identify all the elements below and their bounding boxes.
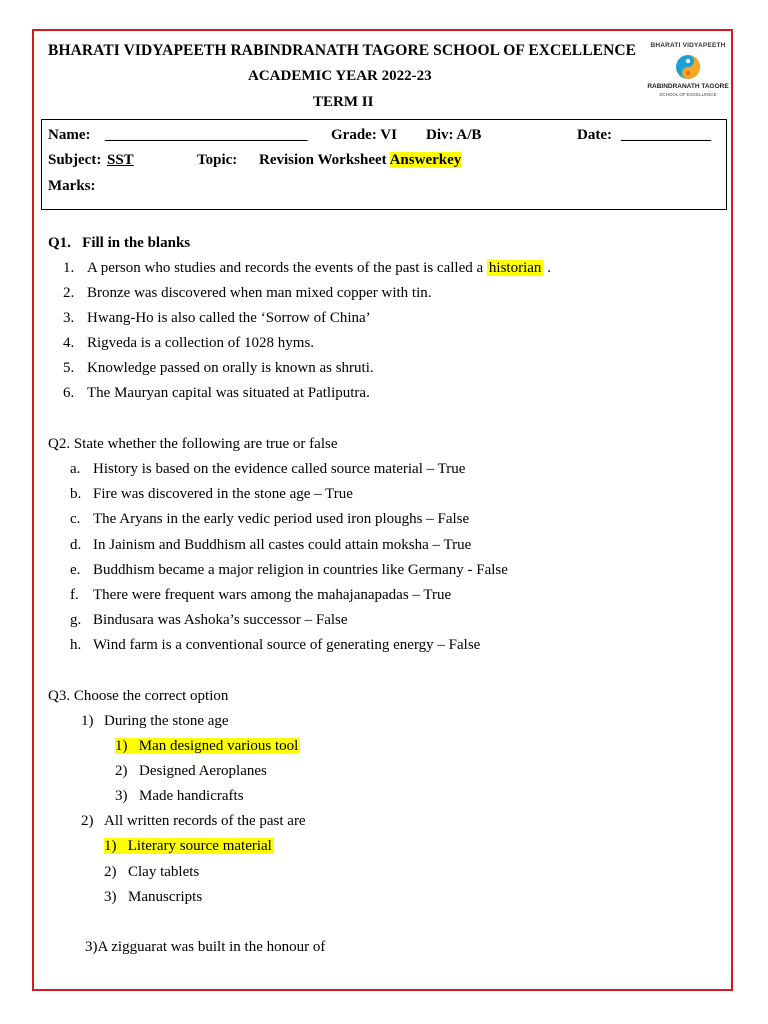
q3-question-text: During the stone age [104, 713, 229, 729]
option-text: Clay tablets [128, 864, 200, 880]
q2-item [70, 562, 508, 579]
q3-option [104, 889, 203, 906]
q2-item [70, 511, 470, 528]
option-marker: 3) [115, 788, 128, 804]
q2-item [70, 537, 472, 554]
subject-value: SST [107, 152, 134, 168]
q2-marker: e. [70, 562, 81, 578]
q1-item-text: Rigveda is a collection of 1028 hyms. [87, 335, 315, 351]
q3-question: 3)A zigguarat was built in the honour of [85, 939, 326, 955]
q1-item [63, 335, 315, 352]
option-marker: 1) [115, 738, 128, 754]
q1-heading [48, 235, 190, 252]
q3-marker: 1) [81, 713, 94, 729]
name-label: Name: [48, 127, 91, 143]
q2-marker: h. [70, 637, 82, 653]
q1-title: Fill in the blanks [82, 235, 191, 251]
q2-item [70, 612, 348, 629]
logo-top-text: BHARATI VIDYAPEETH [650, 42, 726, 49]
q3-question [81, 713, 229, 730]
term: TERM II [313, 94, 374, 110]
correct-option-highlight [115, 738, 300, 754]
q3-question [81, 813, 306, 830]
q1-marker: 4. [63, 335, 75, 351]
q1-marker: 3. [63, 310, 75, 326]
date-blank[interactable]: ____________ [621, 127, 711, 143]
q2-marker: a. [70, 461, 81, 477]
option-marker: 1) [104, 838, 117, 854]
q2-item [70, 486, 353, 503]
q2-marker: d. [70, 537, 82, 553]
q2-item-text: Bindusara was Ashoka’s successor – False [93, 612, 348, 628]
q3-option [115, 788, 244, 805]
q1-answer-highlight: historian [488, 260, 542, 276]
q1-marker: 1. [63, 260, 75, 276]
logo-emblem-icon [674, 52, 702, 82]
date-label: Date: [577, 127, 612, 143]
topic-label: Topic: [197, 152, 238, 168]
q2-item [70, 461, 466, 478]
school-name: BHARATI VIDYAPEETH RABINDRANATH TAGORE SCHOOL OF EXCELLENCE [48, 42, 637, 59]
option-text: Man designed various tool [138, 738, 299, 754]
option-marker: 2) [104, 864, 117, 880]
option-marker: 2) [115, 763, 128, 779]
q2-item [70, 637, 481, 654]
option-marker: 3) [104, 889, 117, 905]
q2-heading: Q2. State whether the following are true or false [48, 436, 338, 452]
q1-item [63, 285, 432, 302]
q2-item-text: In Jainism and Buddhism all castes could attain moksha – True [93, 537, 472, 553]
correct-option-highlight [104, 838, 274, 854]
q2-item-text: The Aryans in the early vedic period used iron ploughs – False [93, 511, 470, 527]
logo-tagline: SCHOOL OF EXCELLENCE [659, 92, 717, 97]
answerkey-highlight: Answerkey [389, 152, 462, 168]
q3-option-correct [104, 838, 274, 855]
logo-name: RABINDRANATH TAGORE [647, 83, 729, 90]
q1-number: Q1. [48, 235, 71, 251]
q3-heading: Q3. Choose the correct option [48, 688, 229, 704]
q3-marker: 2) [81, 813, 94, 829]
q1-item [63, 360, 374, 377]
q2-item [70, 587, 452, 604]
option-text: Manuscripts [128, 889, 203, 905]
grade-label: Grade: VI [331, 127, 397, 143]
q3-option [115, 763, 267, 780]
q2-marker: b. [70, 486, 82, 502]
option-text: Designed Aeroplanes [139, 763, 267, 779]
q3-question-text: All written records of the past are [104, 813, 306, 829]
q3-option [104, 864, 200, 881]
q1-item [63, 260, 551, 277]
q1-item-text: Bronze was discovered when man mixed copper with tin. [87, 285, 432, 301]
q1-item-text [87, 260, 551, 277]
q2-marker: c. [70, 511, 81, 527]
q3-option-correct [115, 738, 300, 755]
name-blank[interactable]: ___________________________ [105, 127, 308, 143]
q1-item-text: Hwang-Ho is also called the ‘Sorrow of China’ [87, 310, 371, 326]
topic-text: Revision Worksheet [259, 152, 387, 168]
marks-label: Marks: [48, 178, 96, 194]
q2-marker: f. [70, 587, 79, 603]
subject-label: Subject: [48, 152, 102, 168]
q2-item-text: Fire was discovered in the stone age – True [93, 486, 353, 502]
q2-item-text: Wind farm is a conventional source of generating energy – False [93, 637, 481, 653]
option-text: Made handicrafts [139, 788, 244, 804]
topic-value [259, 152, 461, 169]
option-text: Literary source material [127, 838, 272, 854]
q1-text-after: . [543, 260, 551, 276]
academic-year: ACADEMIC YEAR 2022-23 [248, 68, 432, 84]
q2-item-text: There were frequent wars among the mahajanapadas – True [93, 587, 452, 603]
q1-item-text: Knowledge passed on orally is known as shruti. [87, 360, 374, 376]
q1-marker: 6. [63, 385, 75, 401]
q2-marker: g. [70, 612, 82, 628]
q1-marker: 2. [63, 285, 75, 301]
q1-item-text: The Mauryan capital was situated at Patliputra. [87, 385, 370, 401]
q2-item-text: Buddhism became a major religion in countries like Germany - False [93, 562, 508, 578]
q1-text-before: A person who studies and records the events of the past is called a [87, 260, 487, 276]
q1-item [63, 385, 370, 402]
div-label: Div: A/B [426, 127, 482, 143]
q2-item-text: History is based on the evidence called source material – True [93, 461, 466, 477]
school-logo [646, 42, 730, 100]
q1-marker: 5. [63, 360, 75, 376]
q1-item [63, 310, 371, 327]
